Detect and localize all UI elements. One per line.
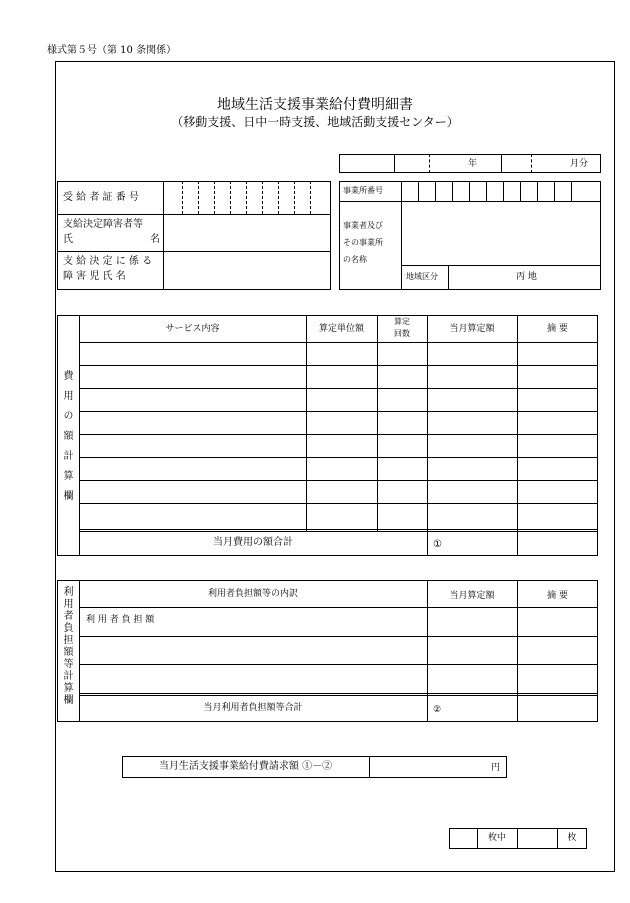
burden-col-amount-header: 当月算定額 xyxy=(449,591,495,601)
child-name-field[interactable] xyxy=(164,252,330,289)
col-count-header-1: 算定 xyxy=(394,317,410,326)
office-name-label-1: 事業者及び xyxy=(343,221,383,230)
office-number-label: 事業所番号 xyxy=(343,186,383,195)
claim-unit: 円 xyxy=(491,763,501,773)
cert-number-label: 受 給 者 証 番 号 xyxy=(63,192,139,203)
form-subtitle: （移動支援、日中一時支援、地域活動支援センター） xyxy=(171,115,459,129)
office-name-label-2: その事業所 xyxy=(343,238,383,247)
office-name-field[interactable] xyxy=(402,202,600,264)
year-label: 年 xyxy=(468,159,478,169)
cost-total-mark: ① xyxy=(433,539,442,550)
cost-total-label: 当月費用の額合計 xyxy=(213,537,293,548)
col-amount-header: 当月算定額 xyxy=(449,324,495,334)
month-label: 月分 xyxy=(570,159,589,169)
region-value: 丙 地 xyxy=(516,272,537,282)
child-name-label-1: 支 給 決 定 に 係 る xyxy=(63,256,153,267)
cert-number-field[interactable] xyxy=(164,182,330,214)
col-service-header: サービス内容 xyxy=(165,324,220,334)
form-title: 地域生活支援事業給付費明細書 xyxy=(217,97,413,113)
cost-side-label: 費用の額計算欄 xyxy=(61,370,72,510)
claim-label: 当月生活支援事業給付費請求額 ①－② xyxy=(158,761,333,772)
col-count-header-2: 回数 xyxy=(394,329,410,338)
col-breakdown-header: 利用者負担額等の内訳 xyxy=(207,589,298,599)
burden-col-note-header: 摘 要 xyxy=(547,591,568,601)
burden-total-mark: ② xyxy=(433,705,442,715)
form-number-label: 様式第５号（第 10 条関係） xyxy=(47,45,177,56)
pages-of-label: 枚中 xyxy=(487,833,506,843)
office-name-label-3: の名称 xyxy=(343,255,367,264)
claim-amount-field[interactable] xyxy=(370,757,488,777)
child-name-label-2: 障 害 児 氏 名 xyxy=(63,271,126,282)
recipient-name-label-2b: 名 xyxy=(150,234,160,245)
burden-total-label: 当月利用者負担額等合計 xyxy=(203,703,303,713)
col-unit-header: 算定単位額 xyxy=(318,324,364,334)
burden-side-label: 利用者負担額等計算欄 xyxy=(61,586,72,706)
pages-count-label: 枚 xyxy=(567,833,577,843)
user-burden-row-label: 利 用 者 負 担 額 xyxy=(86,615,155,625)
recipient-name-field[interactable] xyxy=(164,215,330,251)
recipient-name-label-2a: 氏 xyxy=(63,234,73,245)
region-label: 地域区分 xyxy=(406,272,438,281)
col-note-header: 摘 要 xyxy=(547,324,568,334)
recipient-name-label-1: 支給決定障害者等 xyxy=(63,219,143,230)
